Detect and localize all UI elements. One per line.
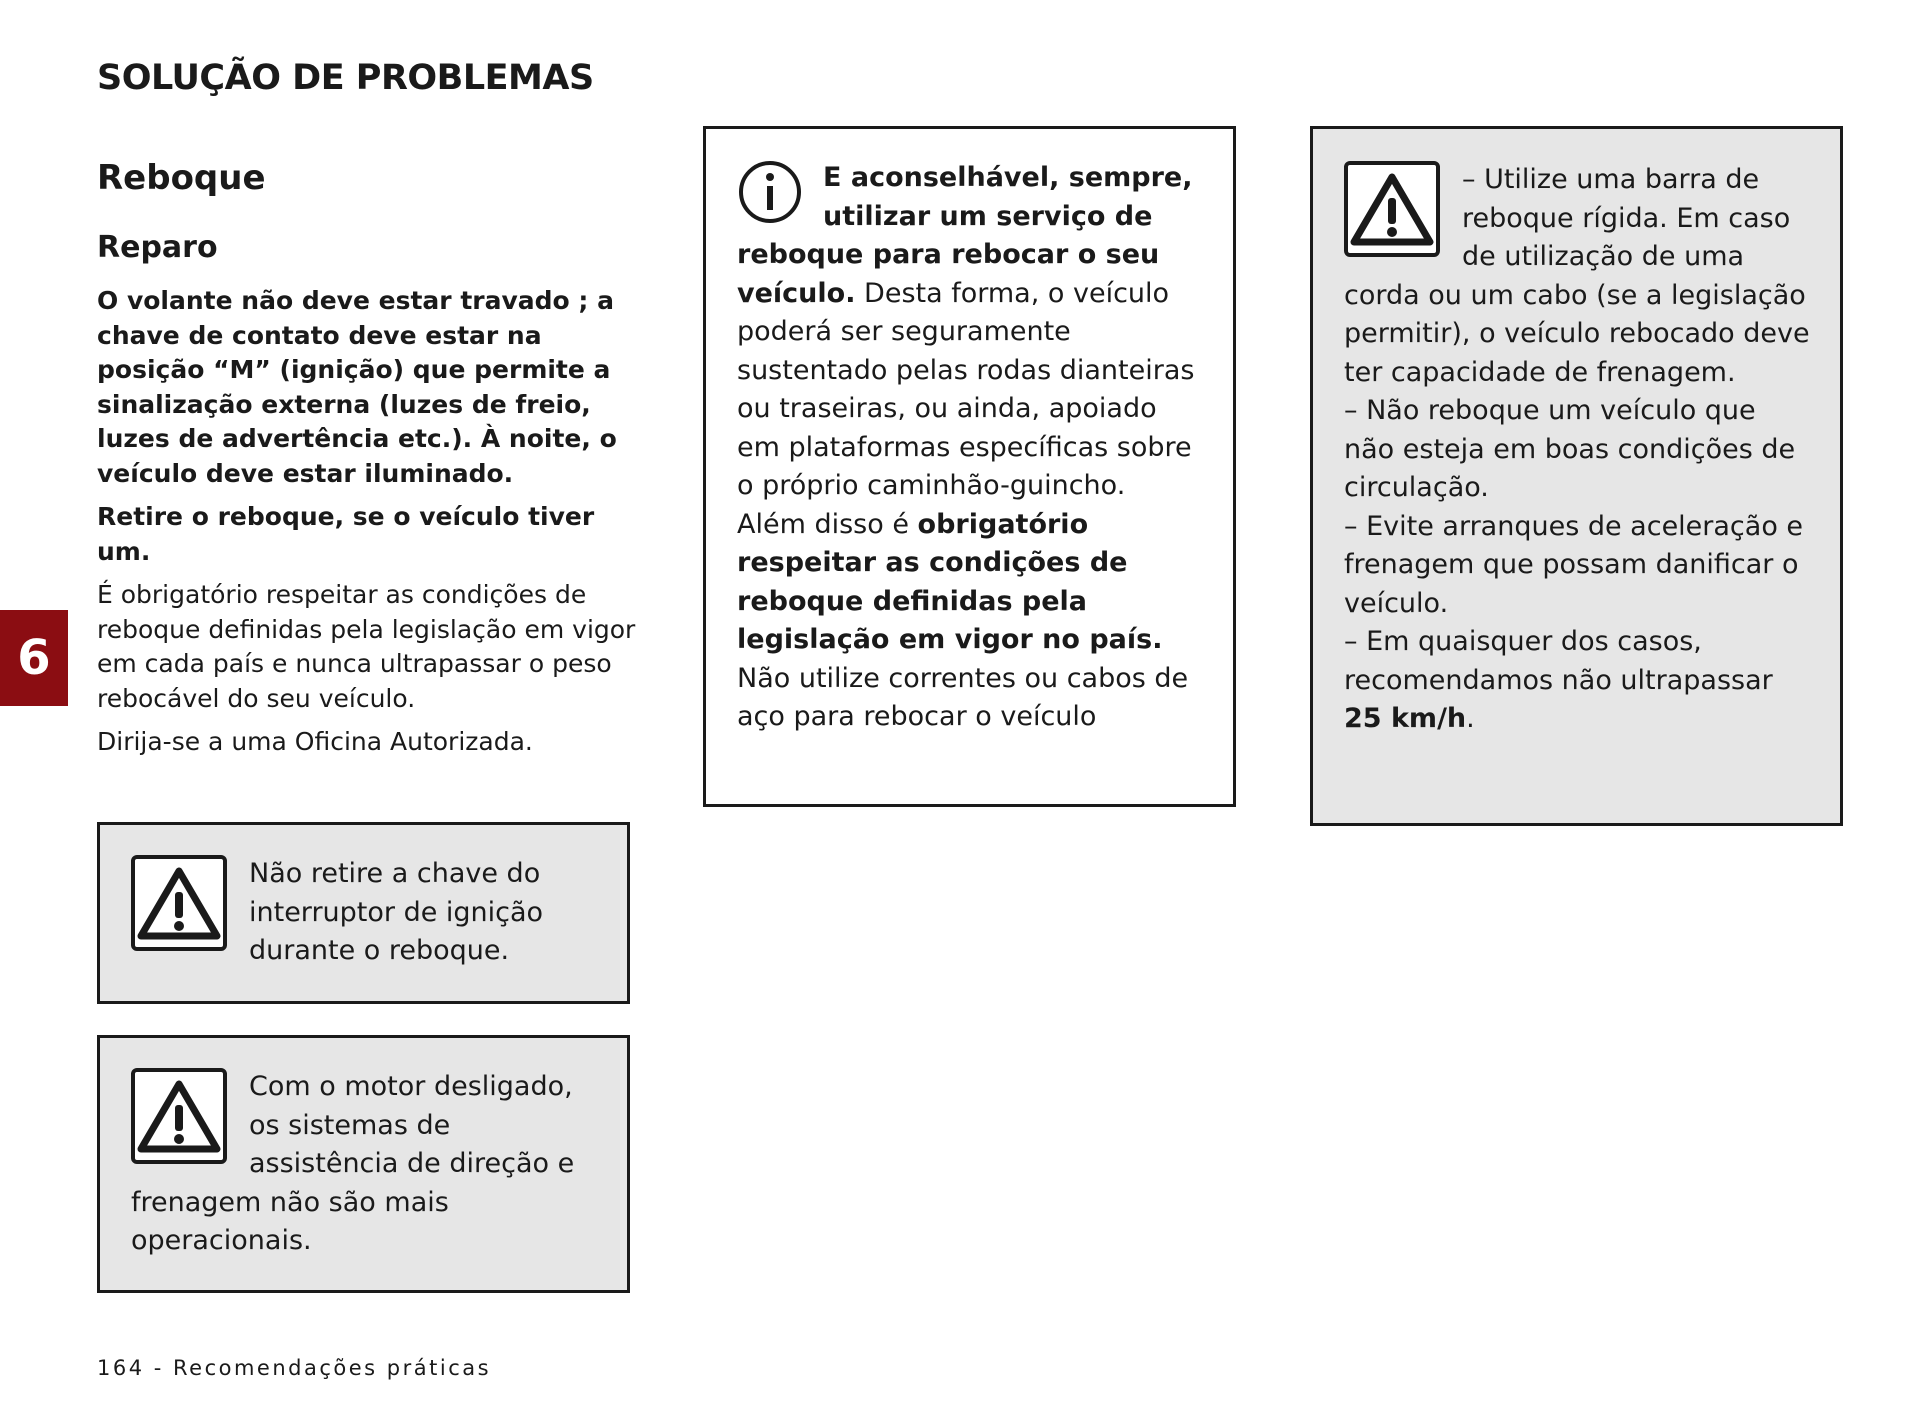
info-text-1: Desta forma, o veículo poderá ser seguramente sustentado pelas rodas dianteiras ou traseiras, ou ainda, apoiado em plataformas específicas sobre o próprio caminhão-guincho.: [737, 277, 1195, 501]
section-subtitle: Reparo: [97, 230, 218, 265]
workshop-paragraph: Dirija-se a uma Oficina Autorizada.: [97, 727, 533, 756]
warning-triangle-icon: [1344, 161, 1440, 257]
info-text-3: Não utilize correntes ou cabos de aço para rebocar o veículo: [737, 662, 1189, 732]
info-text-2-prefix: Além disso é: [737, 508, 918, 540]
volante-paragraph: O volante não deve estar travado ; a chave de contato deve estar na posição “M” (ignição) que permite a sinalização externa (luzes de freio, luzes de advertência etc.). À noite, o veículo deve estar iluminado.: [97, 286, 617, 488]
legislation-paragraph: É obrigatório respeitar as condições de reboque definidas pela legislação em vigor em cada país e nunca ultrapassar o peso rebocável do seu veículo.: [97, 580, 636, 713]
page-footer: 164 - Recomendações práticas: [97, 1356, 492, 1380]
remove-tow-paragraph: Retire o reboque, se o veículo tiver um.: [97, 502, 595, 566]
chapter-tab: 6: [0, 610, 68, 706]
info-bold-intro: E aconselhável, sempre, utilizar um serviço de reboque para rebocar o seu veículo.: [737, 162, 1193, 309]
towing-rule-2: – Não reboque um veículo que não esteja em boas condições de circulação.: [1344, 395, 1796, 503]
speed-limit: 25 km/h: [1344, 703, 1467, 734]
towing-rule-3: – Evite arranques de aceleração e frenagem que possam danificar o veículo.: [1344, 510, 1804, 619]
section-title: Reboque: [97, 158, 266, 198]
warning-box-engine-off: [97, 1035, 630, 1293]
page-header: SOLUÇÃO DE PROBLEMAS: [97, 58, 594, 98]
info-box-towing-service: [703, 126, 1236, 807]
info-icon: [737, 159, 803, 225]
warning-ignition-text: Não retire a chave do interruptor de ignição durante o reboque.: [249, 858, 544, 966]
towing-rule-1: – Utilize uma barra de reboque rígida. Em caso de utilização de uma corda ou um cabo (se a legislação permitir), o veículo rebocado deve ter capacidade de frenagem.: [1344, 164, 1810, 388]
warning-box-towing-rules: [1310, 126, 1843, 826]
warning-engine-text: Com o motor desligado, os sistemas de assistência de direção e frenagem não são mais operacionais.: [131, 1071, 575, 1256]
info-text-2-bold: obrigatório respeitar as condições de reboque definidas pela legislação em vigor no país.: [737, 508, 1163, 655]
warning-triangle-icon: [131, 855, 227, 951]
warning-triangle-icon: [131, 1068, 227, 1164]
towing-rule-4: – Em quaisquer dos casos, recomendamos não ultrapassar 25 km/h.: [1344, 626, 1773, 734]
warning-box-ignition-key: [97, 822, 630, 1004]
repair-instructions: [97, 284, 637, 769]
